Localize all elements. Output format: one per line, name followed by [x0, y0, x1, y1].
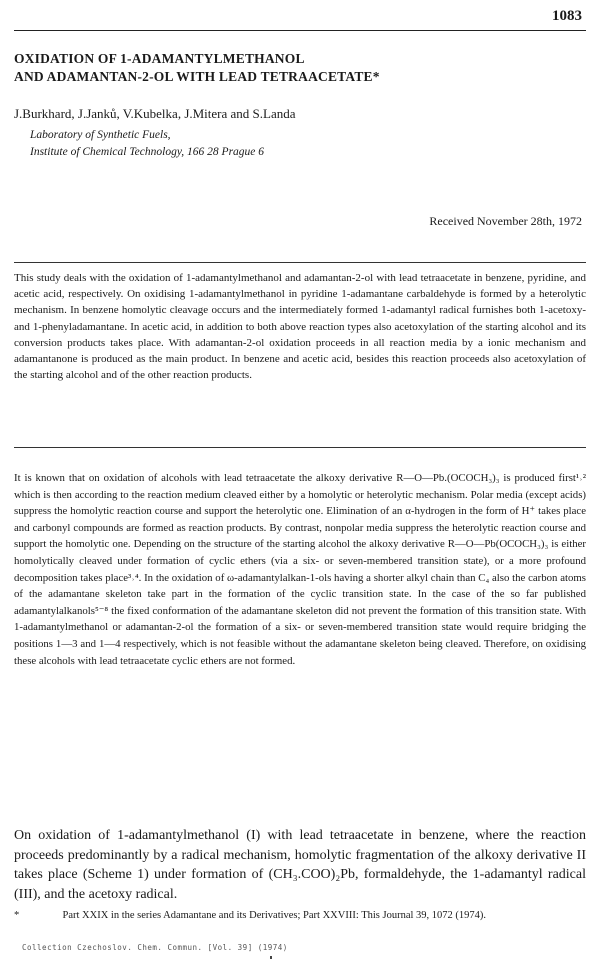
title-line-2: AND ADAMANTAN-2-OL WITH LEAD TETRAACETATE* [14, 69, 380, 84]
body-paragraph-1 [14, 470, 586, 669]
footnote [14, 908, 586, 924]
article-title [14, 50, 574, 86]
page-mark [270, 956, 272, 959]
abstract [14, 270, 586, 383]
abstract-top-rule [14, 262, 586, 263]
abstract-bottom-rule [14, 447, 586, 448]
footnote-marker: * [14, 910, 20, 921]
author-list: J.Burkhard, J.Janků, V.Kubelka, J.Mitera and S.Landa [14, 106, 296, 121]
body-paragraph-2 [14, 826, 586, 904]
received-date: Received November 28th, 1972 [429, 214, 582, 228]
page-number: 1083 [552, 8, 582, 24]
journal-footer: Collection Czechoslov. Chem. Commun. [Vol. 39] (1974) [22, 943, 288, 952]
abstract-text: This study deals with the oxidation of 1-adamantylmethanol and adamantan-2-ol with lead tetraacetate in benzene, pyridine, and acetic acid, respectively. On oxidising 1-adamantylmethanol in pyridine 1-adamantane carbaldehyde is formed by a heterolytic mechanism. In benzene homolytic cleavage occurs and the intermediately formed 1-adamantyl radical furnishes both 1-acetoxy- and 1-phenyladamantane. In acetic acid, in addition to both above reaction types also acetoxylation of the starting alcohol and its conversion products takes place. With adamantan-2-ol oxidation proceeds in all reaction media by a ionic mechanism and adamantanone is produced as the main product. In benzene and acetic acid, besides this reaction proceeds also acetoxylation of the starting alcohol and of the other reaction products. [14, 272, 586, 382]
affiliation-line-1: Laboratory of Synthetic Fuels, [30, 129, 171, 141]
footnote-text: Part XXIX in the series Adamantane and its Derivatives; Part XXVIII: This Journal 39, 1072 (1974). [62, 910, 487, 921]
affiliation [30, 127, 264, 161]
body-paragraph-1-text: It is known that on oxidation of alcohols with lead tetraacetate the alkoxy derivative R—O—Pb.(OCOCH₃)₃ is produced first¹˒² which is then according to the reaction medium cleaved either by a homolytic or heterolytic mechanism. Polar media (except acids) suppress the homolytic reaction course and support the heterolytic one. Elimination of an α-hydrogen in the form of H⁺ takes place and carbonyl compounds are formed as reaction products. By contrast, nonpolar media suppress the heterolytic reaction course and support the homolytic one. Depending on the structure of the starting alcohol the alkoxy derivative R—O—Pb(OCOCH₃)₃ is either homolytically cleaved under formation of cyclic ethers (via a six- or seven-membered transition state), or a more profound decomposition takes place³˒⁴. In the oxidation of ω-adamantylalkan-1-ols having a shorter alkyl chain than C₄ also the carbon atoms of the adamantane skeleton take part in the formation of the cyclic transition state. In the case of the so far published adamantylalkanols⁵⁻⁸ the fixed conformation of the adamantane skeleton did not prevent the formation of this transition state. With 1-adamantylmethanol or adamantan-2-ol the formation of a six- or seven-membered transition state would require bridging the positions 1—3 and 1—4 respectively, which is not feasible without the adamantane skeleton being cleaved. Therefore, on oxidising these alcohols with lead tetraacetate cyclic ethers are not formed. [14, 472, 586, 667]
title-line-1: OXIDATION OF 1-ADAMANTYLMETHANOL [14, 51, 305, 66]
affiliation-line-2: Institute of Chemical Technology, 166 28 Prague 6 [30, 146, 265, 158]
header-rule [14, 30, 586, 31]
body-paragraph-2-text: On oxidation of 1-adamantylmethanol (I) with lead tetraacetate in benzene, where the reaction proceeds predominantly by a radical mechanism, homolytic fragmentation of the alkoxy derivative II takes place (Scheme 1) under formation of (CH₃.COO)₂Pb, formaldehyde, the 1-adamantyl radical (III), and the acetoxy radical. [14, 828, 586, 902]
